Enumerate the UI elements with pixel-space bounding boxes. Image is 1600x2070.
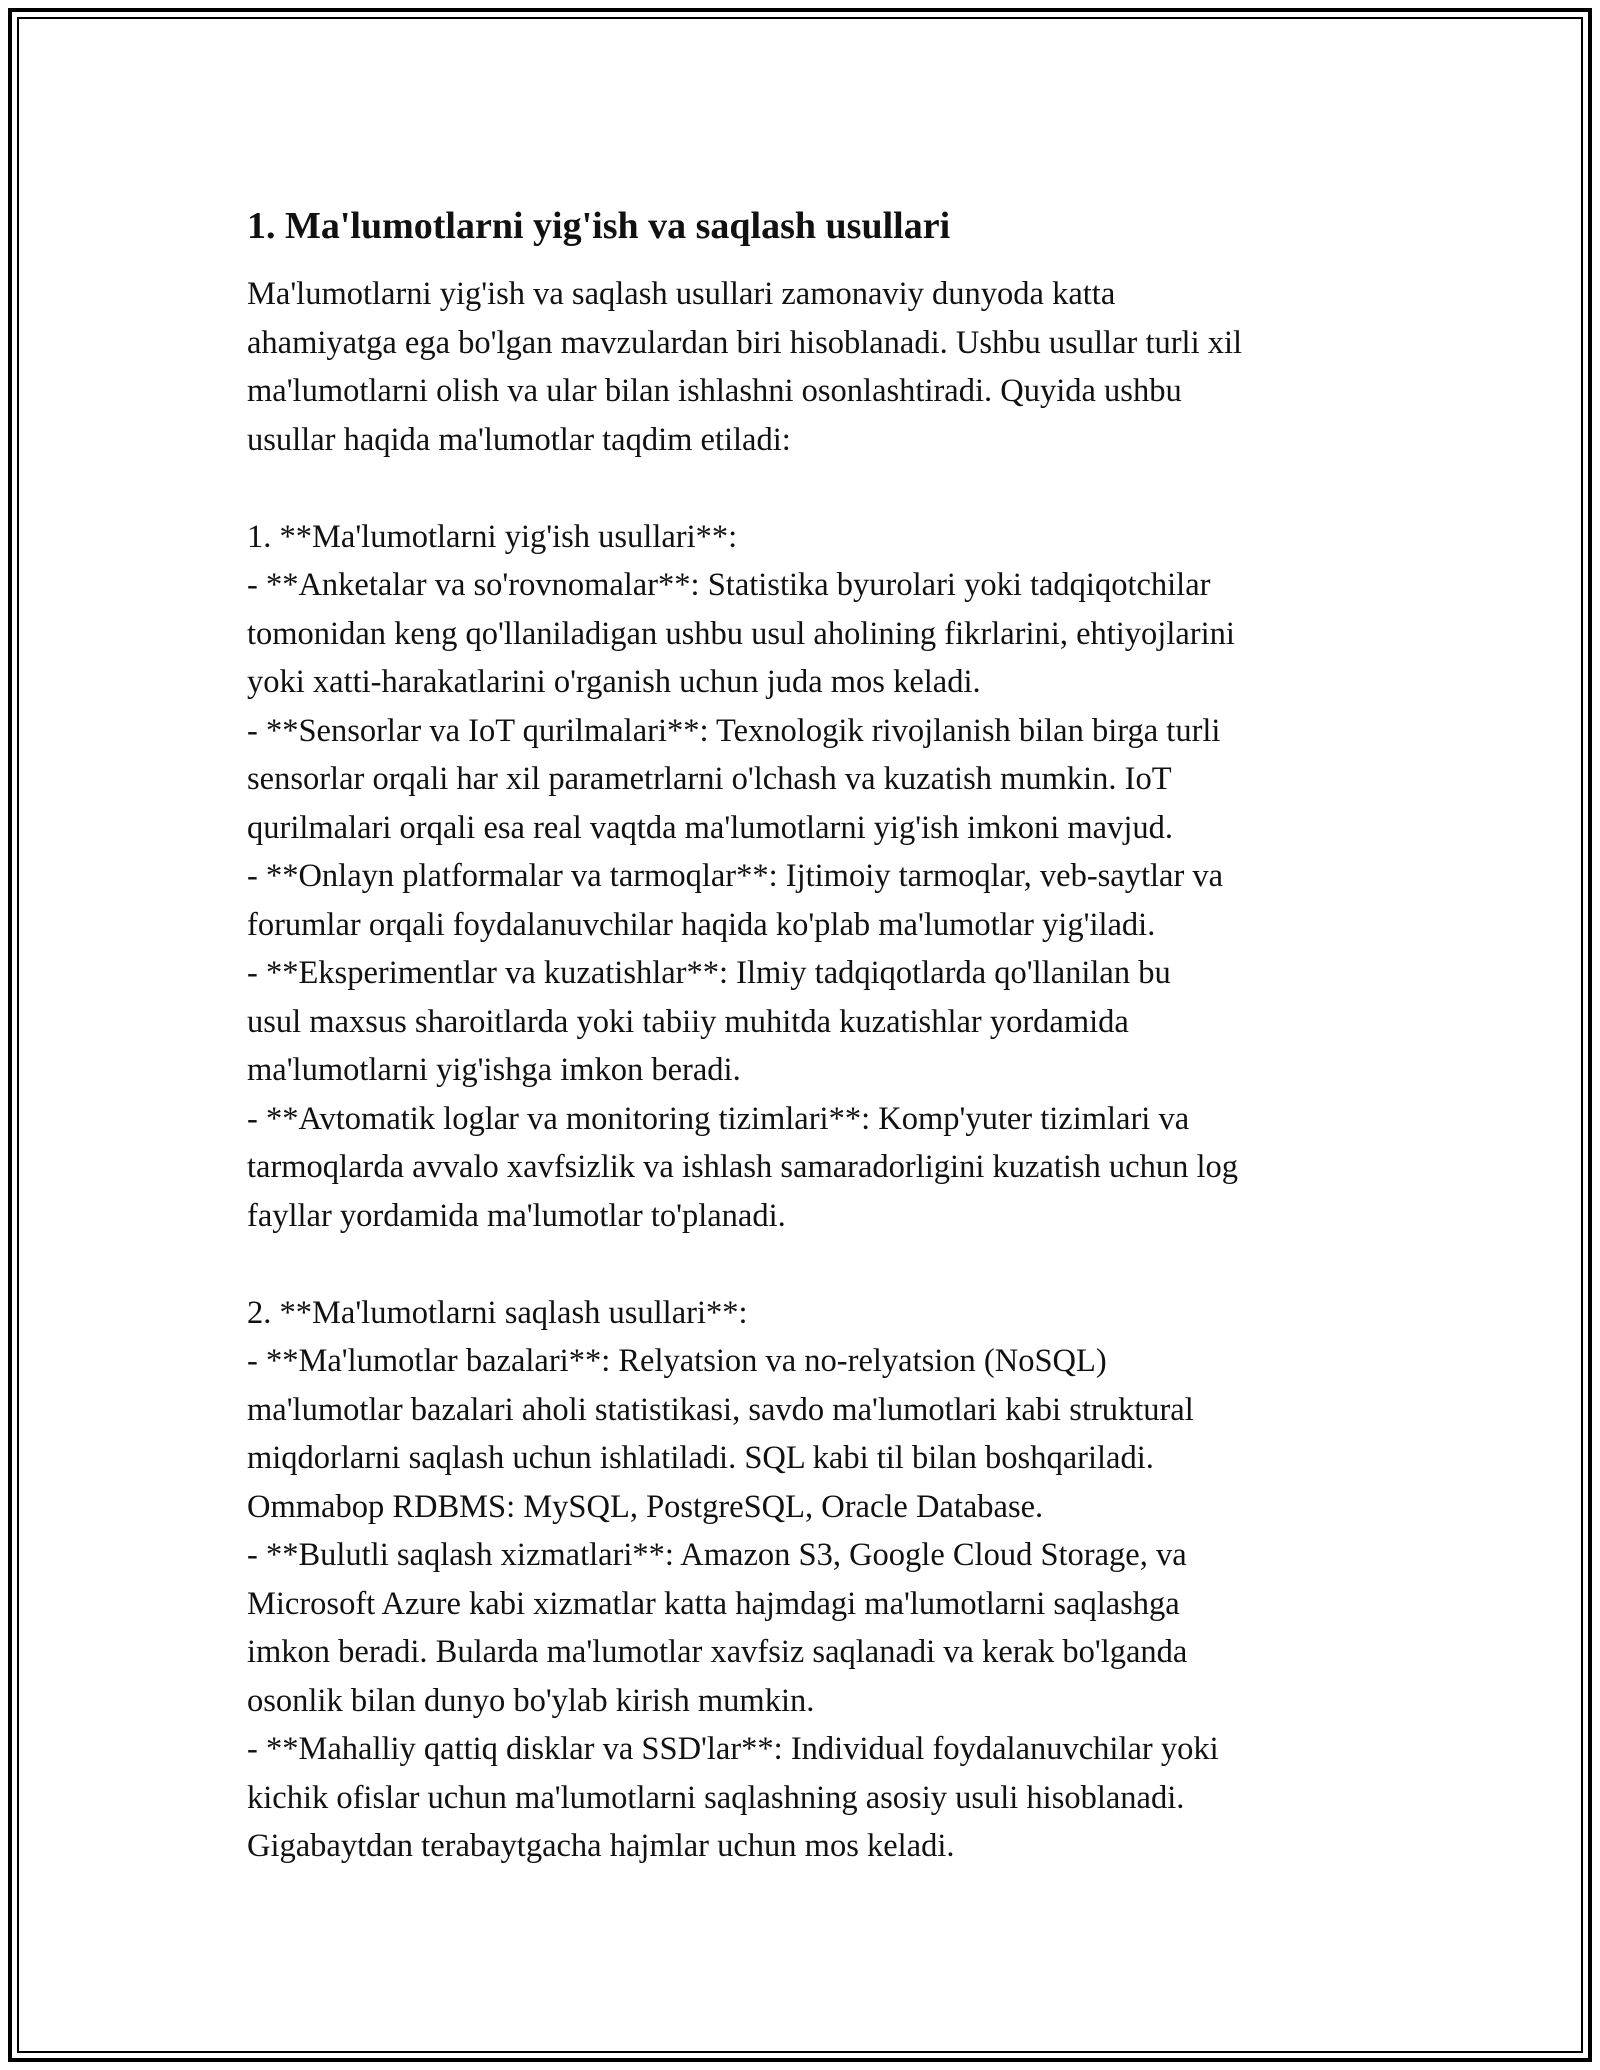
intro-paragraph: Ma'lumotlarni yig'ish va saqlash usullari zamonaviy dunyoda katta ahamiyatga ega bo'lgan mavzulardan biri hisoblanadi. Ushbu usullar turli xil ma'lumotlarni olish va ular bilan ishlashni osonlashtiradi. Quyida ushbu usullar haqida ma'lumotlar taqdim etiladi: — [247, 276, 1243, 458]
document-heading: 1. Ma'lumotlarni yig'ish va saqlash usullari — [247, 205, 951, 247]
page-border — [8, 8, 1592, 2062]
paragraph-gap — [247, 1240, 1407, 1289]
storage-methods-section: 2. **Ma'lumotlarni saqlash usullari**: - **Ma'lumotlar bazalari**: Relyatsion va no-relyatsion (NoSQL) ma'lumotlar bazalari aholi statistikasi, savdo ma'lumotlari kabi struktural miqdorlarni saqlash uchun ishlatiladi. SQL kabi til bilan boshqariladi. Ommabop RDBMS: MySQL, PostgreSQL, Oracle Database. - **Bulutli saqlash xizmatlari**: Amazon S3, Google Cloud Storage, va Microsoft Azure kabi xizmatlar katta hajmdagi ma'lumotlarni saqlashga imkon beradi. Bularda ma'lumotlar xavfsiz saqlanadi va kerak bo'lganda osonlik bilan dunyo bo'ylab kirish mumkin. - **Mahalliy qattiq disklar va SSD'lar**: Individual foydalanuvchilar yoki kichik ofislar uchun ma'lumotlarni saqlashning asosiy usuli hisoblanadi. Gigabaytdan terabaytgacha hajmlar uchun mos keladi. — [247, 1294, 1219, 1864]
paragraph-gap — [247, 464, 1407, 513]
collection-methods-section: 1. **Ma'lumotlarni yig'ish usullari**: - **Anketalar va so'rovnomalar**: Statistika byurolari yoki tadqiqotchilar tomonidan keng qo'llaniladigan ushbu usul aholining fikrlarini, ehtiyojlarini yoki xatti-harakatlarini o'rganish uchun juda mos keladi. - **Sensorlar va IoT qurilmalari**: Texnologik rivojlanish bilan birga turli sensorlar orqali har xil parametrlarni o'lchash va kuzatish mumkin. IoT qurilmalari orqali esa real vaqtda ma'lumotlarni yig'ish imkoni mavjud. - **Onlayn platformalar va tarmoqlar**: Ijtimoiy tarmoqlar, veb-saytlar va forumlar orqali foydalanuvchilar haqida ko'plab ma'lumotlar yig'iladi. - **Eksperimentlar va kuzatishlar**: Ilmiy tadqiqotlarda qo'llanilan bu usul maxsus sharoitlarda yoki tabiiy muhitda kuzatishlar yordamida ma'lumotlarni yig'ishga imkon beradi. - **Avtomatik loglar va monitoring tizimlari**: Komp'yuter tizimlari va tarmoqlarda avvalo xavfsizlik va ishlash samaradorligini kuzatish uchun log fayllar yordamida ma'lumotlar to'planadi. — [247, 518, 1238, 1234]
document-body — [247, 200, 1407, 1871]
